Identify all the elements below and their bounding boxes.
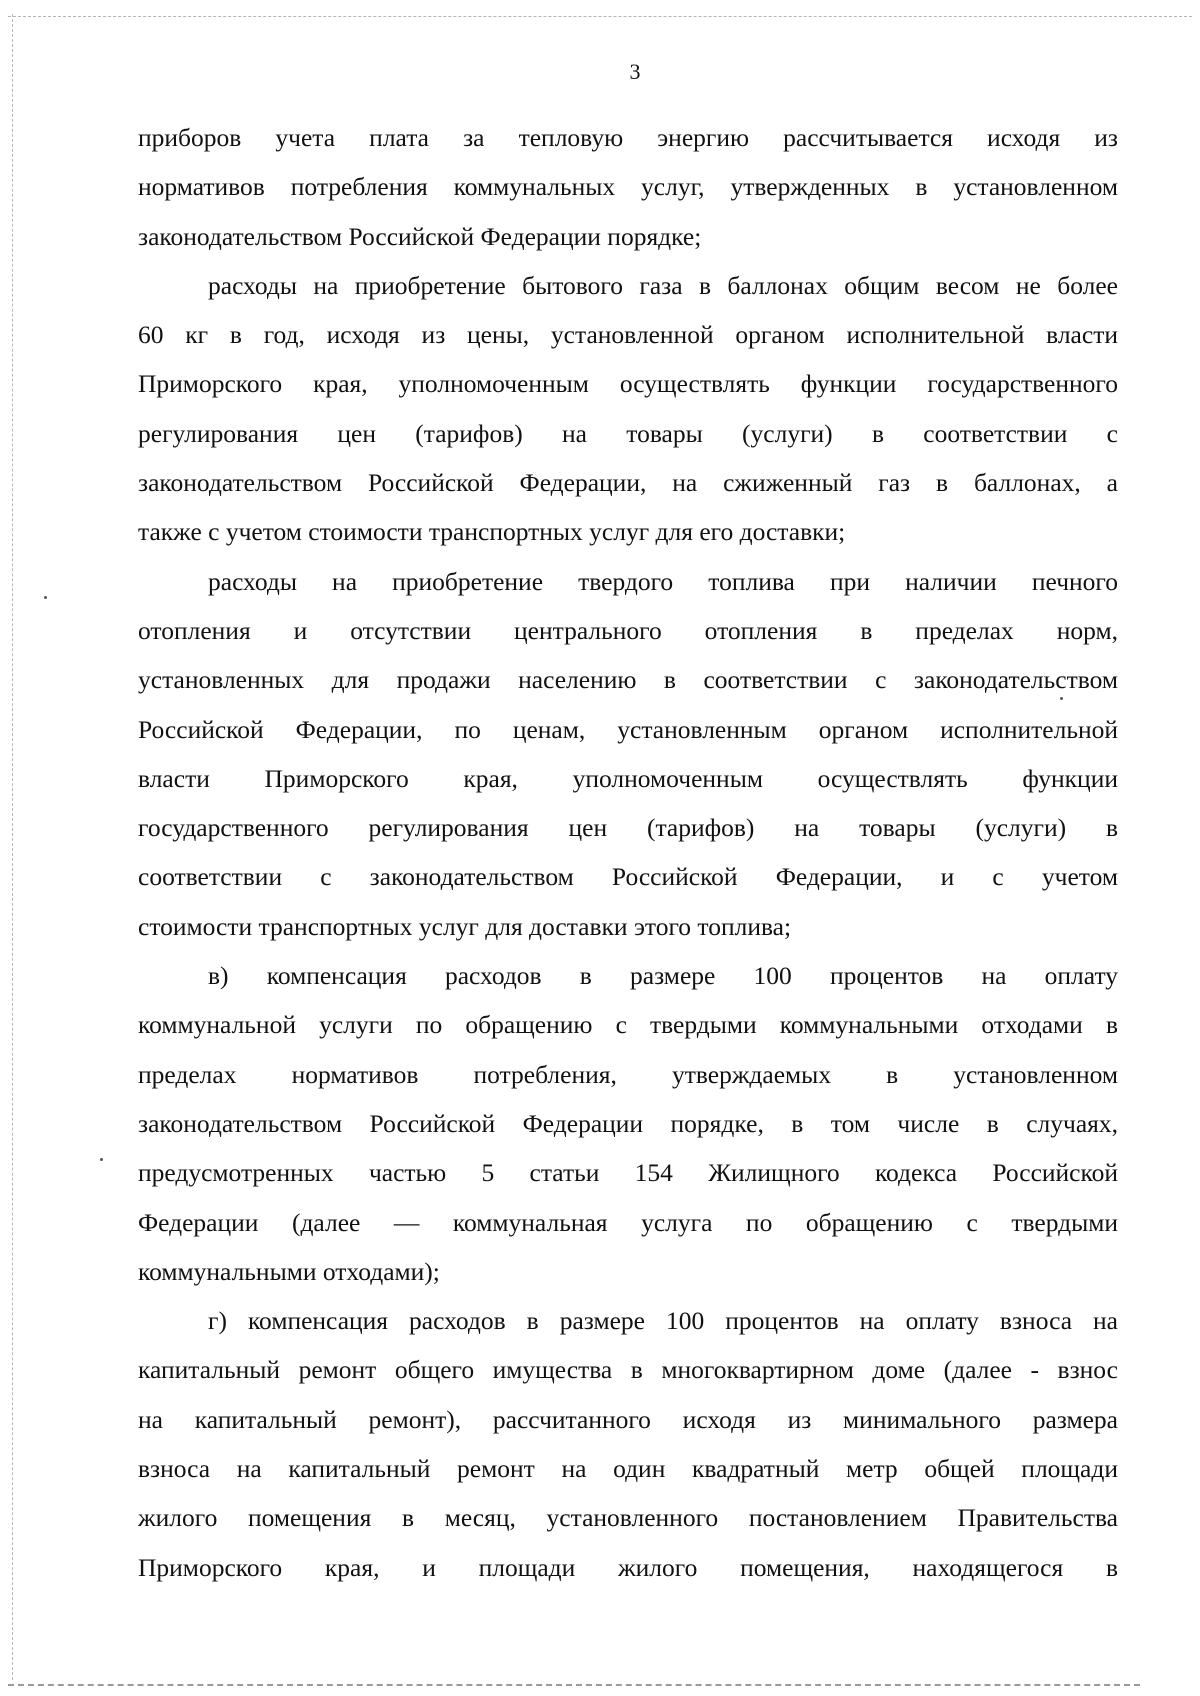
document-body bbox=[138, 113, 1118, 1592]
text-line: предусмотренных частью 5 статьи 154 Жилищного кодекса Российской bbox=[138, 1158, 1118, 1188]
scan-speck bbox=[100, 1158, 103, 1161]
text-line: Российской Федерации, по ценам, установленным органом исполнительной bbox=[138, 714, 1118, 744]
text-line: взноса на капитальный ремонт на один квадратный метр общей площади bbox=[138, 1454, 1118, 1484]
text-line: расходы на приобретение бытового газа в баллонах общим весом не более bbox=[208, 270, 1118, 300]
paragraph-1 bbox=[138, 113, 1118, 261]
text-line: установленных для продажи населению в соответствии с законодательством bbox=[138, 665, 1118, 695]
paragraph-2 bbox=[138, 261, 1118, 557]
text-line: капитальный ремонт общего имущества в многоквартирном доме (далее - взнос bbox=[138, 1355, 1118, 1385]
text-line: жилого помещения в месяц, установленного постановлением Правительства bbox=[138, 1503, 1118, 1533]
paragraph-3 bbox=[138, 557, 1118, 951]
text-line: законодательством Российской Федерации, на сжиженный газ в баллонах, а bbox=[138, 468, 1118, 498]
text-line: коммунальной услуги по обращению с твердыми коммунальными отходами в bbox=[138, 1010, 1118, 1040]
text-line: государственного регулирования цен (тарифов) на товары (услуги) в bbox=[138, 813, 1118, 843]
text-line: также с учетом стоимости транспортных услуг для его доставки; bbox=[138, 517, 846, 547]
scan-edge-bottom bbox=[8, 1684, 1140, 1686]
text-line: расходы на приобретение твердого топлива при наличии печного bbox=[208, 566, 1118, 596]
text-line: Приморского края, уполномоченным осуществлять функции государственного bbox=[138, 369, 1118, 399]
text-line: пределах нормативов потребления, утверждаемых в установленном bbox=[138, 1059, 1118, 1089]
text-line: нормативов потребления коммунальных услуг, утвержденных в установленном bbox=[138, 172, 1118, 202]
text-line: г) компенсация расходов в размере 100 процентов на оплату взноса на bbox=[208, 1306, 1118, 1336]
scan-speck bbox=[1060, 697, 1063, 700]
page-number: 3 bbox=[629, 59, 641, 84]
text-line: в) компенсация расходов в размере 100 процентов на оплату bbox=[208, 961, 1118, 991]
text-line: соответствии с законодательством Российской Федерации, и с учетом bbox=[138, 862, 1118, 892]
text-line: приборов учета плата за тепловую энергию рассчитывается исходя из bbox=[138, 123, 1118, 152]
text-line: Приморского края, и площади жилого помещения, находящегося в bbox=[138, 1552, 1118, 1582]
text-line: законодательством Российской Федерации порядке; bbox=[138, 221, 702, 251]
text-line: власти Приморского края, уполномоченным осуществлять функции bbox=[138, 763, 1118, 793]
text-line: на капитальный ремонт), рассчитанного исходя из минимального размера bbox=[138, 1404, 1118, 1434]
text-line: коммунальными отходами); bbox=[138, 1256, 440, 1286]
scan-speck bbox=[44, 596, 47, 599]
text-line: отопления и отсутствии центрального отопления в пределах норм, bbox=[138, 615, 1118, 645]
text-line: 60 кг в год, исходя из цены, установленной органом исполнительной власти bbox=[138, 320, 1118, 350]
paragraph-5 bbox=[138, 1296, 1118, 1592]
scan-edge-top bbox=[8, 16, 1192, 17]
text-line: регулирования цен (тарифов) на товары (услуги) в соответствии с bbox=[138, 418, 1118, 448]
text-line: законодательством Российской Федерации порядке, в том числе в случаях, bbox=[138, 1108, 1118, 1138]
scan-edge-left bbox=[12, 14, 13, 1680]
paragraph-4 bbox=[138, 951, 1118, 1296]
text-line: Федерации (далее — коммунальная услуга по обращению с твердыми bbox=[138, 1207, 1118, 1237]
text-line: стоимости транспортных услуг для доставки этого топлива; bbox=[138, 911, 792, 941]
